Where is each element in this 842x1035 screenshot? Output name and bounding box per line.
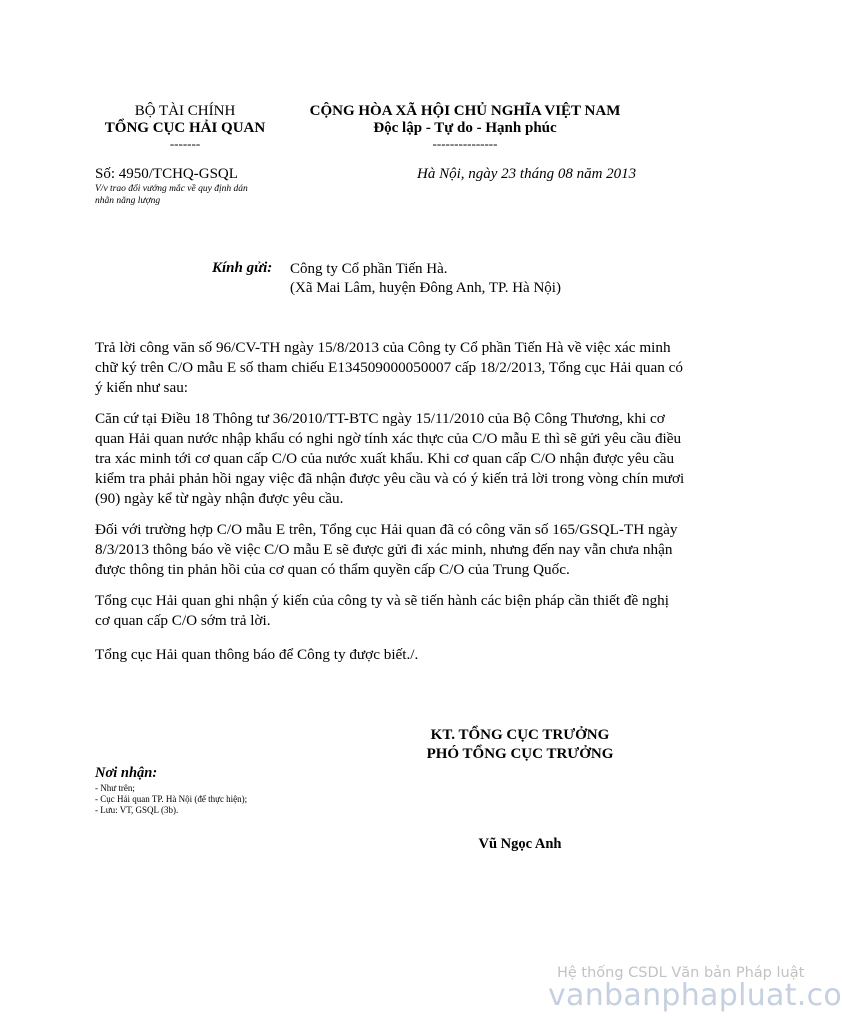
paragraph-3-line: Đối với trường hợp C/O mẫu E trên, Tổng cục Hải quan đã có công văn số 165/GSQL-TH ngày <box>95 521 678 538</box>
recipient-address: (Xã Mai Lâm, huyện Đông Anh, TP. Hà Nội) <box>290 280 561 296</box>
department-name: TỔNG CỤC HẢI QUAN <box>104 120 266 136</box>
recipient-block <box>290 260 561 298</box>
place-date: Hà Nội, ngày 23 tháng 08 năm 2013 <box>417 166 637 182</box>
signature-line-1: KT. TỔNG CỤC TRƯỞNG <box>430 727 610 743</box>
header-right <box>285 103 645 151</box>
recipients-item: - Lưu: VT, GSQL (3b). <box>95 805 179 815</box>
header-right-separator: --------------- <box>432 136 498 151</box>
paragraph-2 <box>95 409 735 509</box>
watermark-line-1: Hệ thống CSDL Văn bản Pháp luật <box>557 965 805 981</box>
recipients-list <box>95 765 247 816</box>
recipients-items <box>95 783 247 816</box>
paragraph-2-line: kiểm tra phải phản hồi ngay việc đã nhận được yêu cầu và có ý kiến trả lời trong vòng chín mươi <box>95 470 685 487</box>
paragraph-3-line: 8/3/2013 thông báo về việc C/O mẫu E sẽ được gửi đi xác minh, nhưng đến nay vẫn chưa nhận <box>95 541 673 558</box>
paragraph-2-line: quan Hải quan nước nhập khẩu có nghi ngờ tính xác thực của C/O mẫu E thì sẽ gửi yêu cầu điều <box>95 430 682 447</box>
recipient-label: Kính gửi: <box>212 260 273 276</box>
paragraph-1-line: ý kiến như sau: <box>95 379 189 396</box>
header-left <box>95 103 275 151</box>
doc-subject <box>95 183 295 207</box>
paragraph-1 <box>95 338 735 398</box>
paragraph-1-line: chữ ký trên C/O mẫu E số tham chiếu E134509000050007 cấp 18/2/2013, Tổng cục Hải quan có <box>95 359 683 376</box>
ministry-name: BỘ TÀI CHÍNH <box>134 103 236 119</box>
nation-title: CỘNG HÒA XÃ HỘI CHỦ NGHĨA VIỆT NAM <box>309 103 621 119</box>
signature-line-2: PHÓ TỔNG CỤC TRƯỞNG <box>426 746 614 762</box>
paragraph-4-line: cơ quan cấp C/O sớm trả lời. <box>95 612 271 629</box>
signature-title <box>380 726 660 764</box>
paragraph-1-line: Trả lời công văn số 96/CV-TH ngày 15/8/2013 của Công ty Cổ phần Tiến Hà về việc xác minh <box>95 339 671 356</box>
doc-subject-line-2: nhãn năng lượng <box>95 196 161 206</box>
recipients-title: Nơi nhận: <box>95 765 158 781</box>
paragraph-5 <box>95 645 735 665</box>
paragraph-4-line: Tổng cục Hải quan ghi nhận ý kiến của công ty và sẽ tiến hành các biện pháp cần thiết đề nghị <box>95 592 669 609</box>
recipient-name: Công ty Cổ phần Tiến Hà. <box>290 261 448 277</box>
paragraph-2-line: (90) ngày kể từ ngày nhận được yêu cầu. <box>95 490 344 507</box>
doc-subject-line-1: V/v trao đổi vướng mắc về quy định dán <box>95 184 248 194</box>
header-left-separator: ------- <box>169 136 201 151</box>
paragraph-4 <box>95 591 735 631</box>
recipients-item: - Như trên; <box>95 783 135 793</box>
watermark-line-2: vanbanphapluat.co <box>548 978 842 1013</box>
paragraph-2-line: tra xác minh tới cơ quan cấp C/O của nước xuất khẩu. Khi cơ quan cấp C/O nhận được yêu cầu <box>95 450 675 467</box>
paragraph-3-line: được thông tin phản hồi của cơ quan có thẩm quyền cấp C/O của Trung Quốc. <box>95 561 570 578</box>
paragraph-2-line: Căn cứ tại Điều 18 Thông tư 36/2010/TT-BTC ngày 15/11/2010 của Bộ Công Thương, khi cơ <box>95 410 665 427</box>
motto: Độc lập - Tự do - Hạnh phúc <box>373 120 557 136</box>
paragraph-3 <box>95 520 735 580</box>
paragraph-5-line: Tổng cục Hải quan thông báo để Công ty được biết./. <box>95 646 419 663</box>
doc-number: Số: 4950/TCHQ-GSQL <box>95 166 238 182</box>
recipients-item: - Cục Hải quan TP. Hà Nội (để thực hiện); <box>95 794 248 804</box>
signer-name: Vũ Ngọc Anh <box>478 836 562 852</box>
